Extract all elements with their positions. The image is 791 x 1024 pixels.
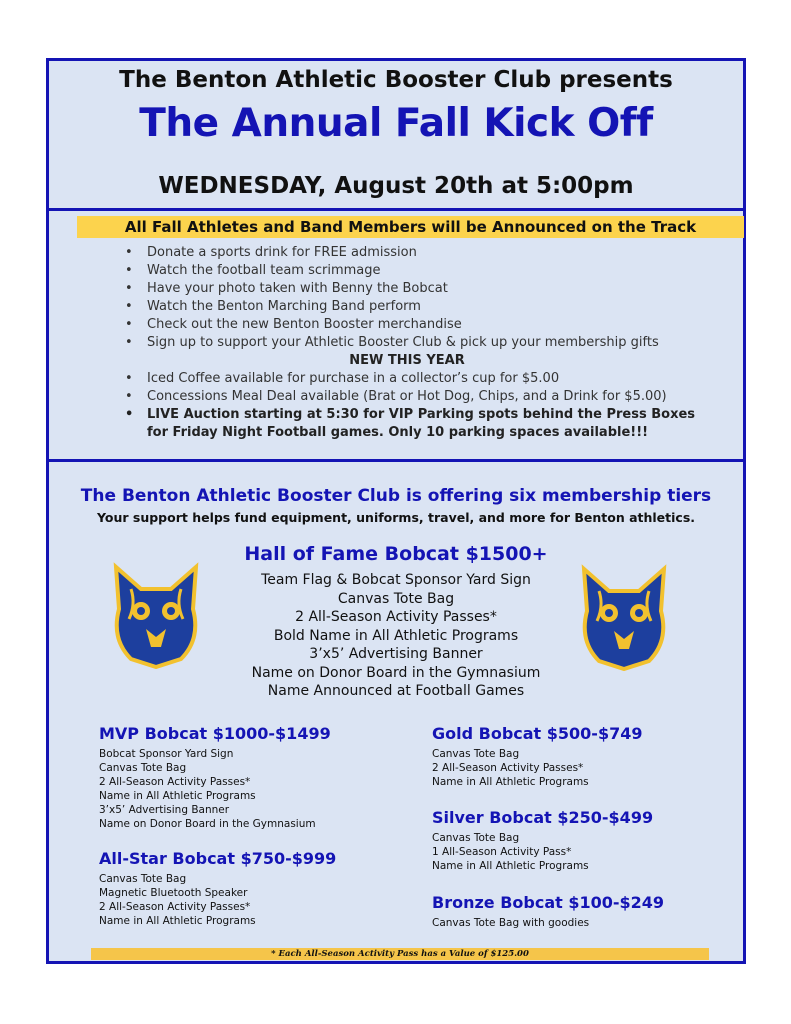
announcement-banner: All Fall Athletes and Band Members will be Announced on the Track bbox=[77, 216, 744, 238]
section-divider bbox=[49, 459, 743, 462]
list-item: Bold Name in All Athletic Programs bbox=[273, 627, 519, 644]
list-item: Name in All Athletic Programs bbox=[432, 776, 589, 788]
list-item: Canvas Tote Bag bbox=[99, 762, 187, 774]
flyer-frame bbox=[46, 58, 746, 964]
list-item: Name in All Athletic Programs bbox=[99, 915, 256, 927]
list-item: Canvas Tote Bag with goodies bbox=[432, 917, 590, 929]
list-item: • Iced Coffee available for purchase in a collector’s cup for $5.00 bbox=[125, 371, 560, 386]
gold-tier bbox=[432, 724, 642, 789]
list-item: Canvas Tote Bag bbox=[432, 748, 520, 760]
list-item: Canvas Tote Bag bbox=[337, 590, 455, 607]
list-item: 2 All-Season Activity Passes* bbox=[432, 762, 584, 774]
tier-title: All-Star Bobcat $750-$999 bbox=[99, 849, 337, 868]
list-item: • Sign up to support your Athletic Booster Club & pick up your membership gifts bbox=[125, 335, 659, 350]
presents-line: The Benton Athletic Booster Club presents bbox=[119, 67, 673, 93]
list-item: • Watch the Benton Marching Band perform bbox=[125, 299, 421, 314]
list-item: • Donate a sports drink for FREE admission bbox=[125, 245, 417, 260]
list-item: Name in All Athletic Programs bbox=[99, 790, 256, 802]
silver-tier bbox=[432, 808, 653, 873]
hall-of-fame-title: Hall of Fame Bobcat $1500+ bbox=[244, 543, 548, 565]
list-item: 2 All-Season Activity Passes* bbox=[99, 901, 251, 913]
list-item: Magnetic Bluetooth Speaker bbox=[99, 887, 248, 899]
list-item: Team Flag & Bobcat Sponsor Yard Sign bbox=[261, 572, 531, 588]
activities-list bbox=[107, 244, 707, 442]
list-item: • Check out the new Benton Booster merchandise bbox=[125, 317, 462, 332]
allstar-tier bbox=[99, 849, 336, 928]
list-item: Canvas Tote Bag bbox=[432, 832, 520, 844]
tier-title: Gold Bobcat $500-$749 bbox=[432, 724, 643, 743]
list-item: Name on Donor Board in the Gymnasium bbox=[99, 818, 316, 830]
new-this-year-label: NEW THIS YEAR bbox=[349, 353, 465, 368]
list-item: • Watch the football team scrimmage bbox=[125, 263, 381, 278]
list-item: 2 All-Season Activity Passes* bbox=[295, 609, 497, 625]
footnote-banner: * Each All-Season Activity Pass has a Value of $125.00 bbox=[91, 948, 709, 960]
list-item: Name on Donor Board in the Gymnasium bbox=[251, 664, 541, 681]
tiers-subheading: Your support helps fund equipment, uniforms, travel, and more for Benton athletics. bbox=[96, 510, 696, 525]
list-item: • Have your photo taken with Benny the Bobcat bbox=[125, 281, 448, 296]
list-item: Bobcat Sponsor Yard Sign bbox=[99, 748, 234, 760]
tier-title: Silver Bobcat $250-$499 bbox=[432, 808, 654, 827]
auction-item: • LIVE Auction starting at 5:30 for VIP Parking spots behind the Press Boxes for Friday Night Football games. Only 10 parking spaces available!!! bbox=[125, 407, 696, 440]
event-title: The Annual Fall Kick Off bbox=[139, 101, 653, 146]
list-item: 3’x5’ Advertising Banner bbox=[309, 646, 483, 662]
list-item: Name in All Athletic Programs bbox=[432, 860, 589, 872]
bronze-tier bbox=[432, 893, 664, 930]
tiers-heading: The Benton Athletic Booster Club is offering six membership tiers bbox=[80, 486, 712, 506]
tier-title: Bronze Bobcat $100-$249 bbox=[432, 893, 665, 912]
list-item: 3’x5’ Advertising Banner bbox=[99, 804, 230, 816]
section-divider bbox=[49, 208, 743, 211]
list-item: Canvas Tote Bag bbox=[99, 873, 187, 885]
mvp-tier bbox=[99, 724, 331, 831]
event-date: WEDNESDAY, August 20th at 5:00pm bbox=[158, 173, 634, 199]
tier-title: MVP Bobcat $1000-$1499 bbox=[99, 724, 331, 743]
hall-of-fame-benefits bbox=[49, 571, 743, 701]
list-item: Name Announced at Football Games bbox=[267, 683, 525, 699]
list-item: • Concessions Meal Deal available (Brat or Hot Dog, Chips, and a Drink for $5.00) bbox=[125, 389, 667, 404]
new-this-year-row bbox=[107, 352, 707, 370]
list-item: 1 All-Season Activity Pass* bbox=[432, 846, 572, 858]
list-item: 2 All-Season Activity Passes* bbox=[99, 776, 251, 788]
